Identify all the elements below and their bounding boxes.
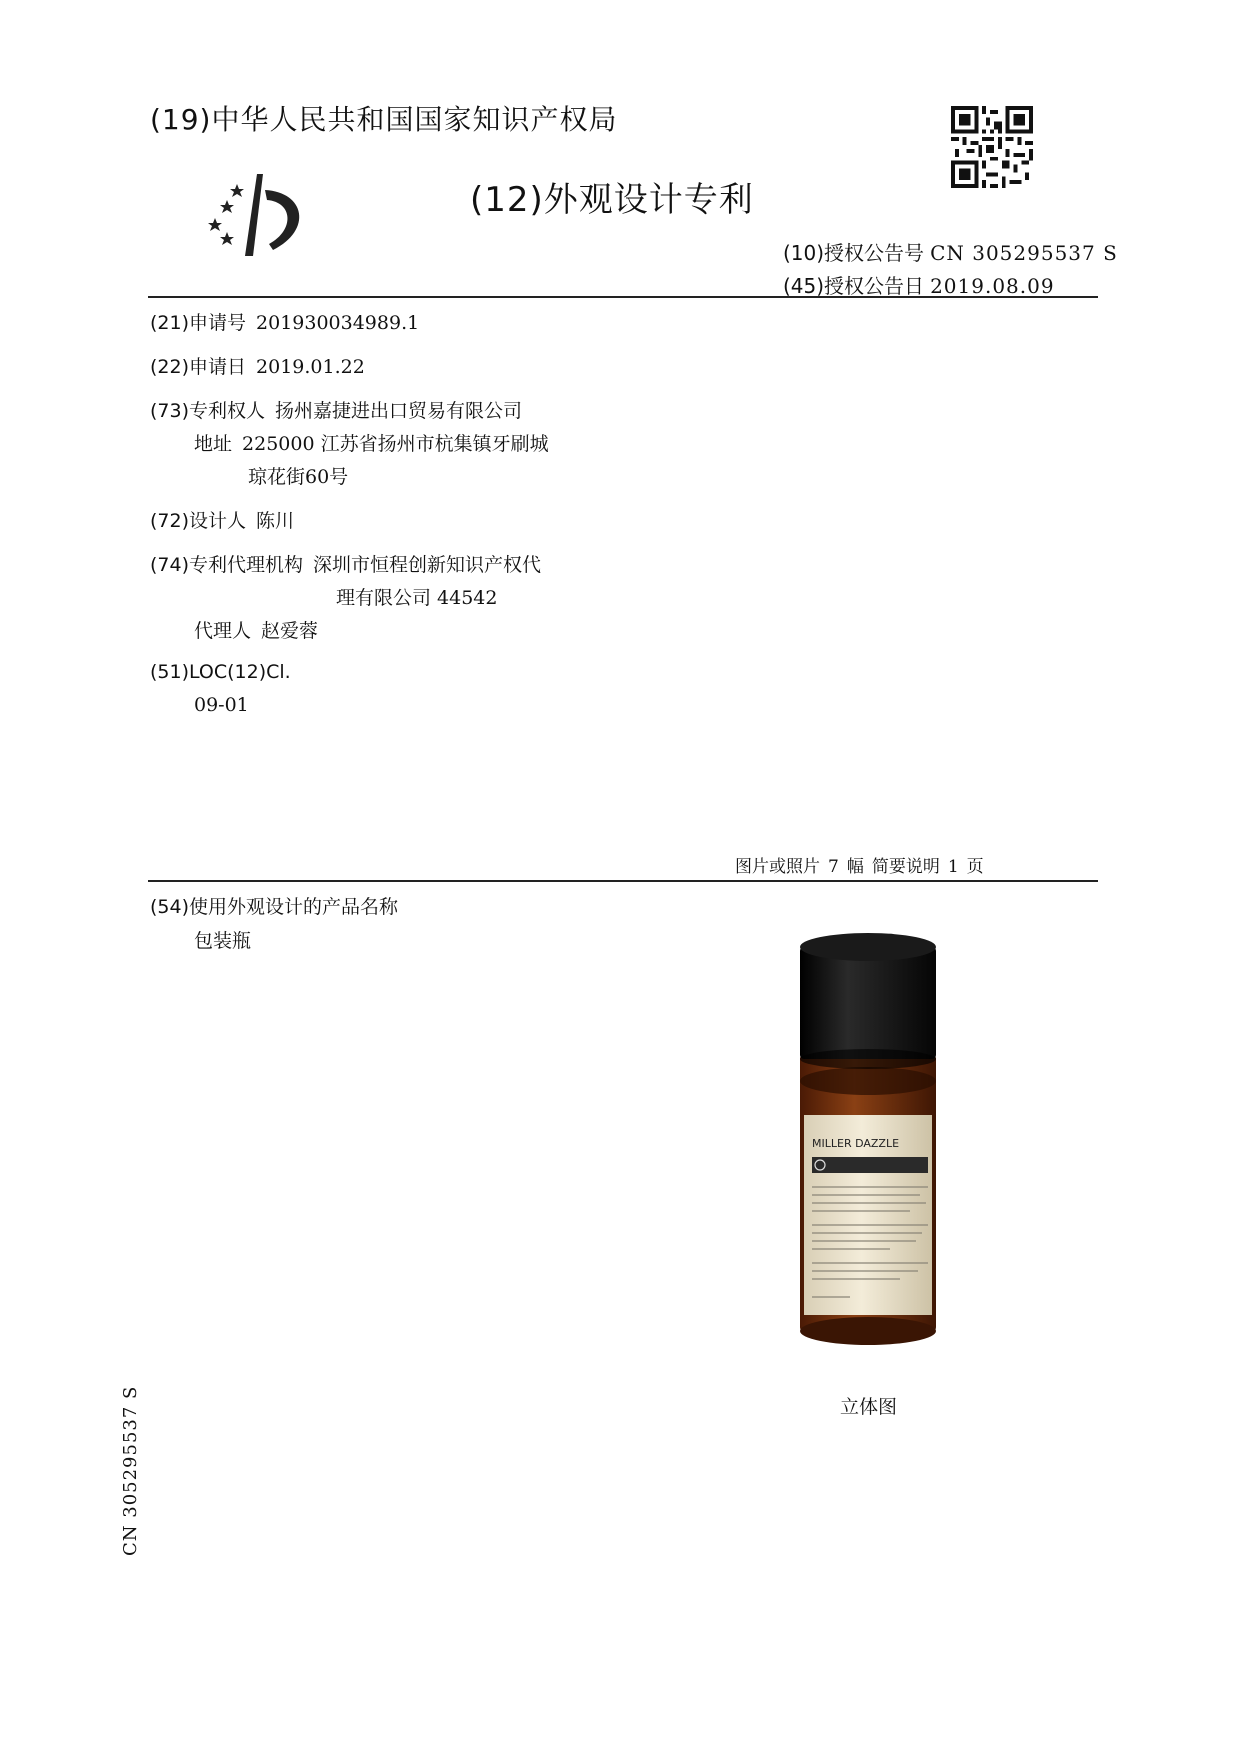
agency-line-1: 深圳市恒程创新知识产权代 — [313, 554, 542, 576]
qr-code-icon — [951, 106, 1033, 188]
agent-row — [194, 616, 318, 643]
product-name-value: 包装瓶 — [194, 930, 252, 952]
grant-date-value: 2019.08.09 — [930, 274, 1055, 298]
grant-number-row — [783, 237, 1118, 266]
description-count: 1 — [947, 857, 959, 877]
label-band — [812, 1157, 928, 1173]
bottle-cap-top — [800, 933, 936, 961]
section-divider — [148, 880, 1098, 882]
designer-row — [150, 506, 294, 533]
agency-line-2: 理有限公司 44542 — [336, 587, 498, 609]
bottle-base — [800, 1317, 936, 1345]
agent-label: 代理人 — [194, 620, 252, 642]
images-label: 图片或照片 — [735, 857, 820, 877]
application-date-value: 2019.01.22 — [256, 356, 365, 378]
cnipa-logo — [205, 170, 325, 260]
patentee-row — [150, 396, 522, 423]
label-brand-text: MILLER DAZZLE — [812, 1137, 900, 1150]
figure-caption: 立体图 — [840, 1396, 898, 1418]
address-row — [194, 429, 549, 456]
agency-row — [150, 550, 541, 577]
loc-classification-label: (51)LOC(12)Cl. — [150, 661, 291, 683]
application-number-label: (21)申请号 — [150, 312, 247, 334]
address-line-2: 琼花街60号 — [248, 466, 349, 488]
agent-value: 赵爱蓉 — [261, 620, 319, 642]
bottle-cap — [800, 947, 936, 1059]
office-title: (19)中华人民共和国国家知识产权局 — [150, 103, 618, 136]
designer-value: 陈川 — [256, 510, 295, 532]
patentee-label: (73)专利权人 — [150, 400, 266, 422]
grant-number-value: CN 305295537 S — [930, 241, 1118, 265]
grant-date-row — [783, 270, 1055, 299]
agency-label: (74)专利代理机构 — [150, 554, 304, 576]
document-type-title: (12)外观设计专利 — [470, 180, 754, 220]
patentee-value: 扬州嘉捷进出口贸易有限公司 — [275, 400, 523, 422]
address-label: 地址 — [194, 433, 233, 455]
images-count: 7 — [828, 857, 839, 877]
address-line-1: 225000 江苏省扬州市杭集镇牙刷城 — [242, 433, 549, 455]
loc-classification-value: 09-01 — [194, 694, 249, 716]
application-number-row — [150, 308, 419, 335]
product-name-label: (54)使用外观设计的产品名称 — [150, 896, 399, 918]
bottle-figure — [790, 925, 950, 1365]
pages-info — [735, 852, 992, 877]
grant-number-label: (10)授权公告号 — [783, 241, 925, 265]
designer-label: (72)设计人 — [150, 510, 247, 532]
application-date-row — [150, 352, 365, 379]
loc-classification-row — [150, 661, 291, 683]
description-unit: 页 — [966, 857, 984, 877]
application-date-label: (22)申请日 — [150, 356, 247, 378]
grant-date-label: (45)授权公告日 — [783, 274, 925, 298]
images-unit: 幅 — [846, 857, 864, 877]
description-label: 简要说明 — [871, 857, 940, 877]
application-number-value: 201930034989.1 — [256, 312, 420, 334]
header-divider — [148, 296, 1098, 298]
side-publication-text: CN 305295537 S — [120, 1385, 141, 1556]
